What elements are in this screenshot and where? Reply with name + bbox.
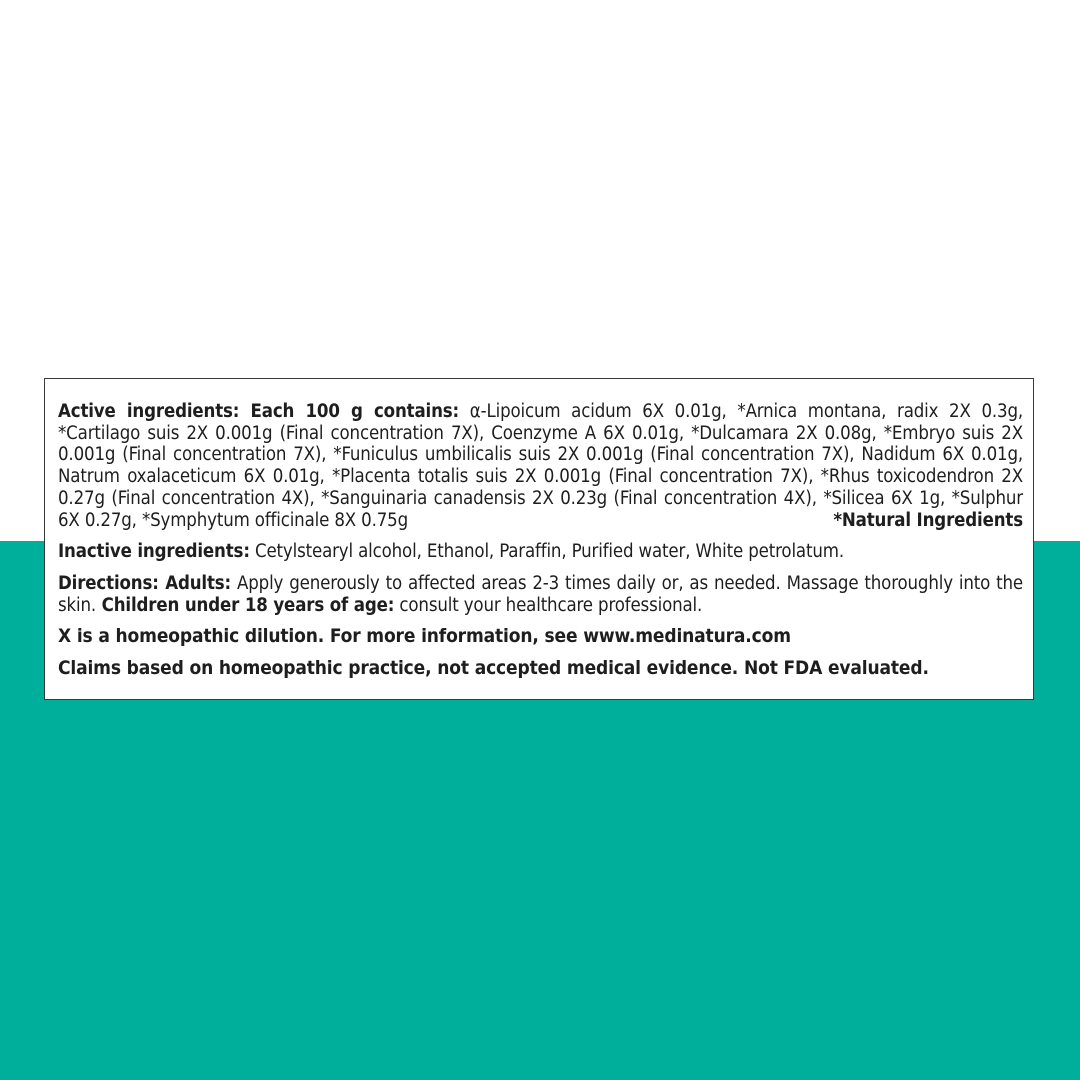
directions-children-text: consult your healthcare professional. — [394, 594, 703, 616]
active-ingredients-list: α-Lipoicum acidum 6X 0.01g, *Arnica montana, radix 2X 0.3g, *Cartilago suis 2X 0.001g (Final concentration 7X), Coenzyme A 6X 0.01g, *Dulcamara 2X 0.08g, *Embryo suis 2X 0.001g (Final concentration 7X), *Funiculus umbilicalis suis 2X 0.001g (Final concentration 7X), Nadidum 6X 0.01g, Natrum oxalaceticum 6X 0.01g, *Placenta totalis suis 2X 0.001g (Final concentration 7X), *Rhus toxicodendron 2X 0.27g (Final concentration 4X), *Sanguinaria canadensis 2X 0.23g (Final concentration 4X), *Silicea 6X 1g, *Sulphur 6X 0.27g, *Symphytum officinale 8X 0.75g — [58, 401, 1024, 531]
active-ingredients-heading: Active ingredients: Each 100 g contains: — [58, 401, 460, 422]
directions-heading: Directions: Adults: — [58, 572, 232, 594]
inactive-ingredients-heading: Inactive ingredients: — [58, 541, 250, 563]
claims-note: Claims based on homeopathic practice, not accepted medical evidence. Not FDA evaluated. — [58, 657, 929, 680]
directions-children-heading: Children under 18 years of age: — [96, 594, 395, 616]
inactive-ingredients-paragraph — [58, 541, 1023, 563]
active-ingredients-paragraph — [58, 401, 1023, 531]
dilution-note: X is a homeopathic dilution. For more information, see www.medinatura.com — [58, 625, 791, 648]
directions-paragraph — [58, 573, 1023, 616]
natural-ingredients-footnote: *Natural Ingredients — [833, 509, 1023, 531]
directions-adults-text: Apply generously to affected areas 2-3 times daily or, as needed. Massage thoroughly into the skin. — [58, 572, 1023, 616]
ingredients-label-panel — [44, 378, 1034, 700]
inactive-ingredients-list: Cetylstearyl alcohol, Ethanol, Paraffin, Purified water, White petrolatum. — [249, 541, 844, 563]
